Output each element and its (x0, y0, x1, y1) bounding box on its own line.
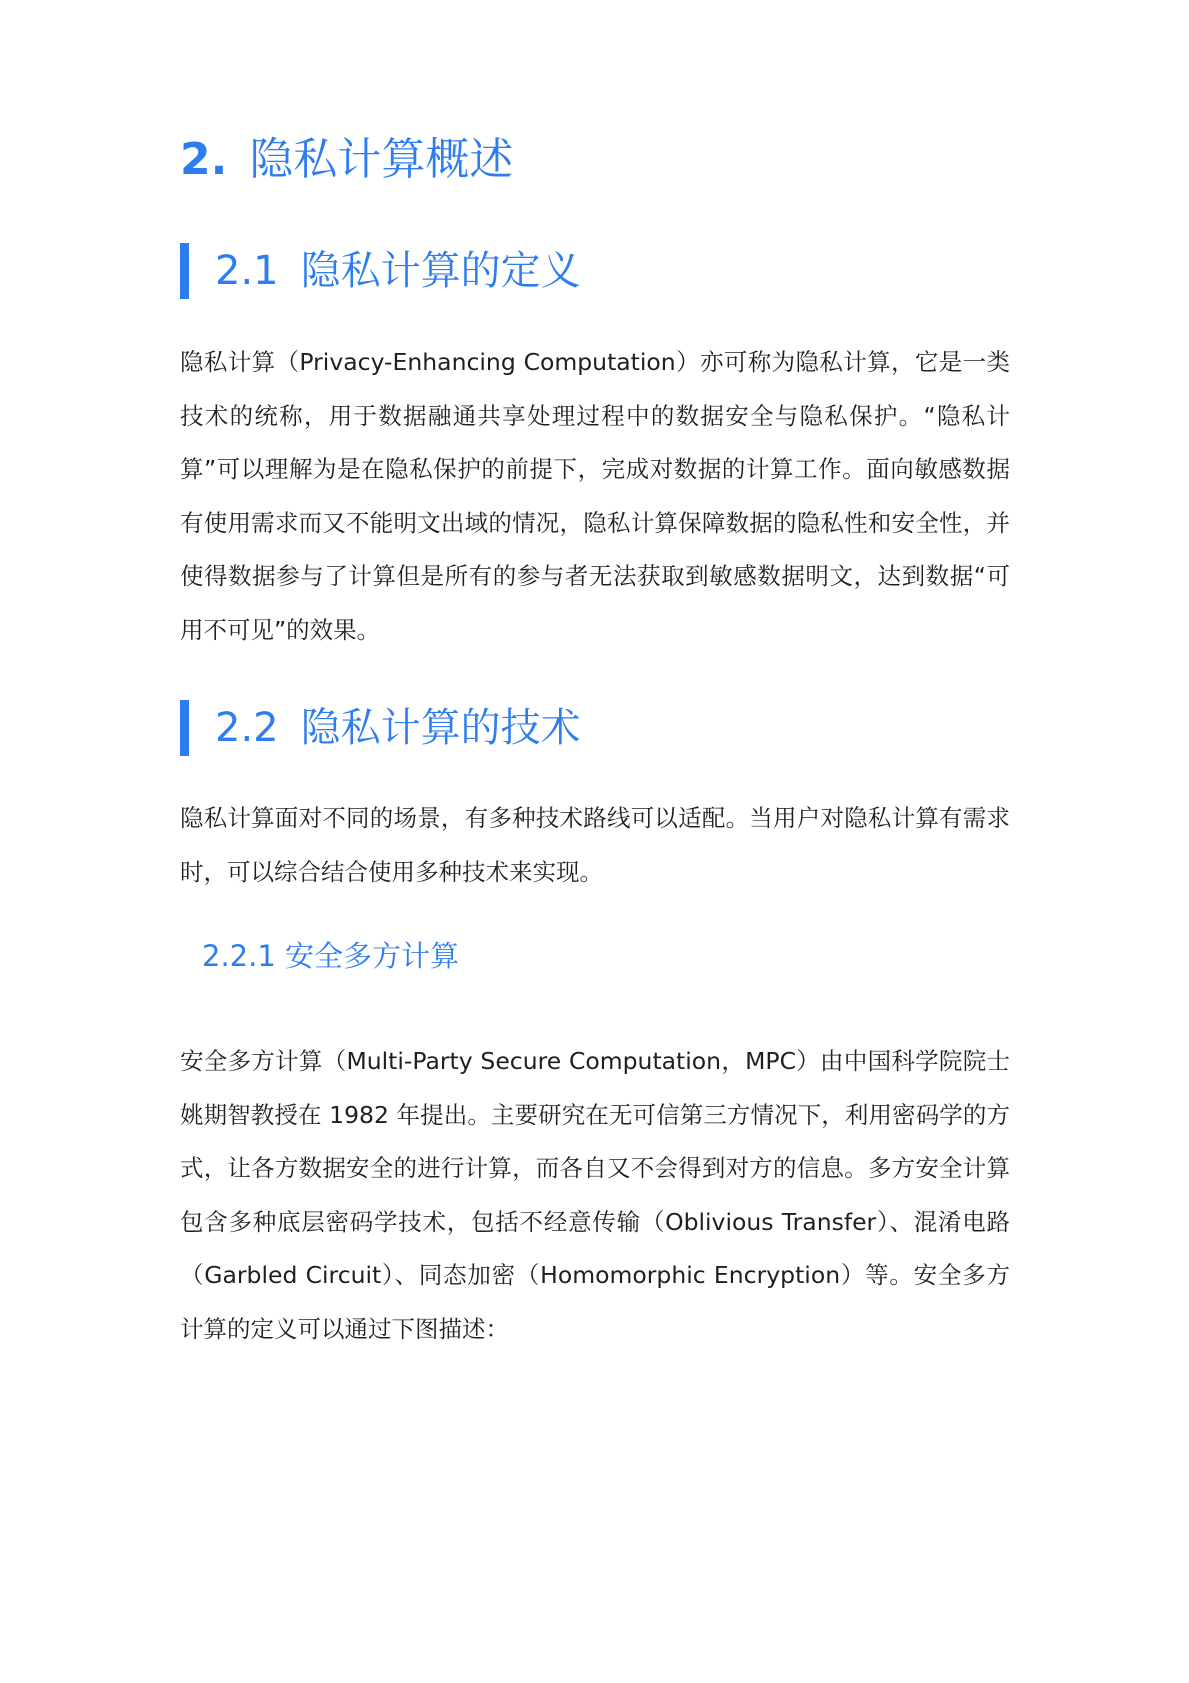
section-title-2-1 (180, 243, 581, 299)
chapter-title-text: 隐私计算概述 (249, 134, 514, 185)
section-title-2-2 (180, 700, 581, 756)
section-number: 2.2 (215, 705, 279, 751)
subsection-title-2-2-1: 2.2.1 安全多方计算 (202, 939, 460, 973)
chapter-title (180, 130, 513, 190)
section-title-text: 隐私计算的定义 (300, 248, 581, 294)
section-title-text: 隐私计算的技术 (300, 705, 581, 751)
section-number: 2.1 (215, 248, 279, 294)
mpc-paragraph: 安全多方计算（Multi-Party Secure Computation，MPC）由中国科学院院士姚期智教授在 1982 年提出。主要研究在无可信第三方情况下，利用密码学的方式，让各方数据安全的进行计算，而各自又不会得到对方的信息。多方安全计算包含多种底层密码学技术，包括不经意传输（Oblivious Transfer）、混淆电路（Garbled Circuit）、同态加密（Homomorphic Encryption）等。安全多方计算的定义可以通过下图描述： (180, 1047, 1010, 1343)
definition-paragraph: 隐私计算（Privacy-Enhancing Computation）亦可称为隐私计算，它是一类技术的统称，用于数据融通共享处理过程中的数据安全与隐私保护。“隐私计算”可以理解为是在隐私保护的前提下，完成对数据的计算工作。面向敏感数据有使用需求而又不能明文出域的情况，隐私计算保障数据的隐私性和安全性，并使得数据参与了计算但是所有的参与者无法获取到敏感数据明文，达到数据“可用不可见”的效果。 (180, 348, 1010, 644)
section-accent-bar (180, 243, 189, 299)
chapter-number: 2. (180, 134, 228, 185)
section-accent-bar (180, 700, 189, 756)
technology-paragraph: 隐私计算面对不同的场景，有多种技术路线可以适配。当用户对隐私计算有需求时，可以综合结合使用多种技术来实现。 (180, 804, 1010, 886)
